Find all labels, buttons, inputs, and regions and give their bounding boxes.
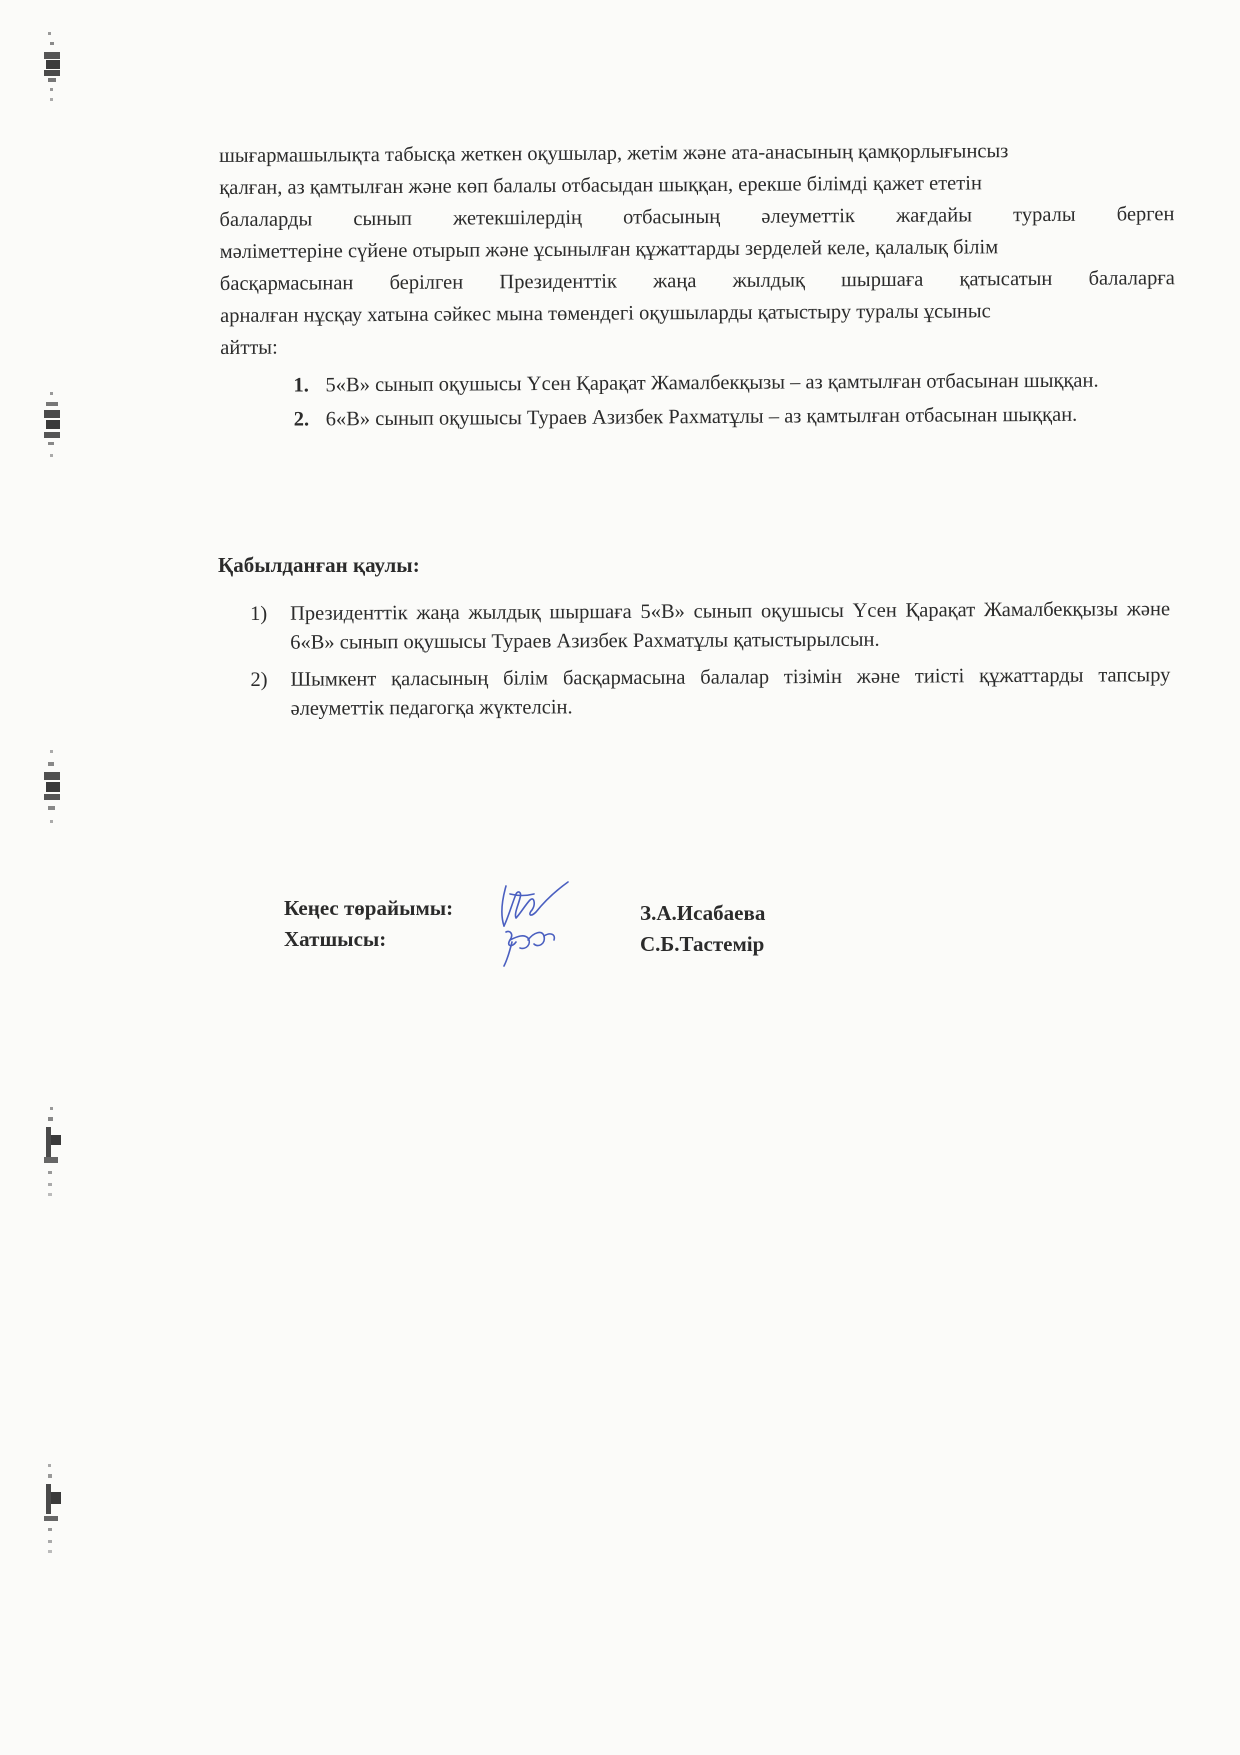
list-number: 1. (293, 374, 309, 397)
decision-list (250, 595, 1171, 732)
signature-block (284, 896, 844, 976)
student-list (220, 364, 1175, 436)
list-number: 2. (293, 408, 310, 431)
punch-hole-mark (38, 748, 64, 838)
paragraph-line: қалған, аз қамтылған және көп балалы отбасыдан шыққан, ерекше білімді қажет ететін (219, 172, 982, 199)
chair-role: Кеңес төрайымы: (284, 896, 454, 920)
secretary-role: Хатшысы: (284, 927, 387, 951)
punch-hole-mark (38, 30, 64, 110)
punch-hole-mark (38, 1105, 64, 1200)
student-list-item (294, 398, 1176, 435)
student-entry: 6«В» сынып оқушысы Тураев Азизбек Рахматұлы – аз қамтылған отбасынан шыққан. (325, 403, 1078, 431)
paragraph-line: балаларды сынып жетекшілердің отбасының әлеуметтік жағдайы туралы берген (219, 203, 1175, 231)
intro-paragraph (219, 134, 1175, 364)
decision-text: Шымкент қаласының білім басқармасына балалар тізімін және тиісті құжаттарды тапсыру әлеуметтік педагогқа жүктелсін. (290, 664, 1171, 720)
paragraph-line: басқармасынан берілген Президенттік жаңа жылдық шыршаға қатысатын балаларға (219, 267, 1175, 295)
student-list-item (293, 364, 1175, 401)
punch-hole-mark (38, 390, 64, 470)
chair-name: З.А.Исабаева (640, 901, 766, 925)
body-text (219, 134, 1176, 438)
punch-hole-mark (38, 1462, 64, 1557)
decisions-heading: Қабылданған қаулы: (218, 553, 420, 577)
decision-text: Президенттік жаңа жылдық шыршаға 5«В» сынып оқушысы Үсен Қарақат Жамалбекқызы және 6«В» сынып оқушысы Тураев Азизбек Рахматұлы қатыстырылсын. (290, 598, 1171, 654)
list-number: 2) (250, 668, 268, 691)
paragraph-line: арналған нұсқау хатына сәйкес мына төмендегі оқушыларды қатыстыру туралы ұсыныс (220, 300, 991, 327)
student-entry: 5«В» сынып оқушысы Үсен Қарақат Жамалбекқызы – аз қамтылған отбасынан шыққан. (325, 369, 1099, 397)
handwritten-signature (494, 874, 584, 969)
paragraph-line: мәліметтеріне сүйене отырып және ұсынылған құжаттарды зерделей келе, қалалық білім (219, 236, 999, 263)
decision-item (250, 595, 1170, 658)
paragraph-line: шығармашылықта табысқа жеткен оқушылар, жетім және ата-анасының қамқорлығынсыз (219, 140, 1009, 167)
paragraph-line: айтты: (220, 336, 278, 359)
list-number: 1) (250, 602, 268, 625)
secretary-name: С.Б.Тастемір (640, 932, 765, 956)
decision-item (250, 661, 1170, 724)
